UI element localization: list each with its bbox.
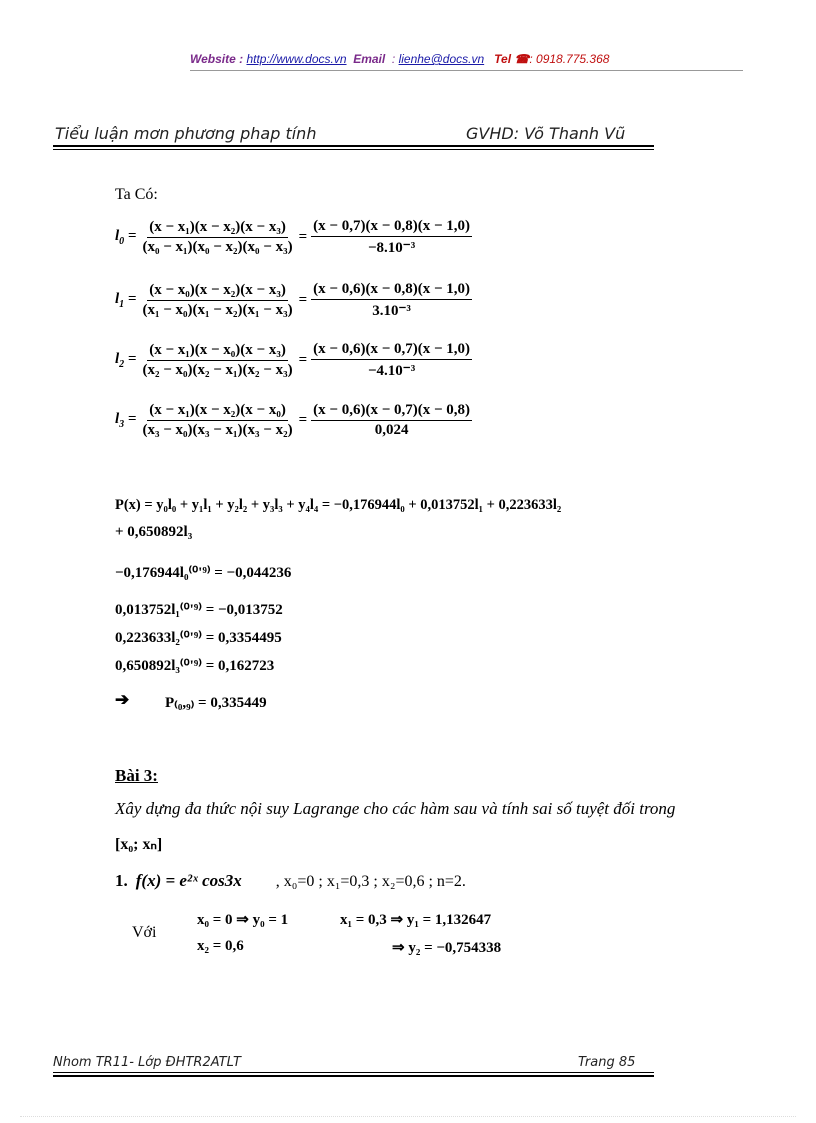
term-value-2: 0,223633l₂⁽⁰'⁹⁾ = 0,3354495: [115, 630, 282, 646]
header-instructor: GVHD: Võ Thanh Vũ: [466, 124, 626, 143]
l1-numerator-values: (x − 0,6)(x − 0,8)(x − 1,0): [311, 281, 472, 300]
header-title: Tiểu luận mơn phương phap tính: [55, 124, 317, 143]
term-value-1: 0,013752l₁⁽⁰'⁹⁾ = −0,013752: [115, 602, 283, 618]
site-contact-bar: [190, 52, 609, 66]
polynomial-line-1: P(x) = y₀l₀ + y₁l₁ + y₂l₂ + y₃l₃ + y₄l₄ = −0,176944l₀ + 0,013752l₁ + 0,223633l₂: [115, 497, 562, 513]
exercise-heading: Bài 3:: [115, 766, 158, 785]
l3-numerator: (x − x₁)(x − x₂)(x − x₀): [147, 402, 288, 421]
header-rule-thick: [53, 145, 654, 147]
l3-index: 3: [119, 419, 125, 430]
node-2-y: ⇒ y₂ = −0,754338: [392, 940, 502, 956]
l2-denominator-value: −4.10⁻³: [367, 363, 416, 379]
l2-denominator: (x₂ − x₀)(x₂ − x₁)(x₂ − x₃): [142, 362, 293, 378]
item-1-conditions: , x₀=0 ; x₁=0,3 ; x₂=0,6 ; n=2.: [275, 873, 466, 890]
node-2-x: x₂ = 0,6: [197, 938, 244, 954]
l2-numerator-values: (x − 0,6)(x − 0,7)(x − 1,0): [311, 341, 472, 360]
formula-l1: $l_1$ = $\frac{\text{(x − x₀)(x − x₂)(x − x₃)}}{\text{(x₁ − x₀)(x₁ − x₂)(x₁ − x₃)}}$ = $\frac{(x - 0,6)(x - 0,8)(x - 1,0)}{\text{3.10⁻³}}$: [115, 281, 471, 319]
result-value: P₍₀,₉₎ = 0,335449: [165, 695, 267, 711]
l2-numerator: (x − x₁)(x − x₀)(x − x₃): [147, 342, 288, 361]
l1-denominator-value: 3.10⁻³: [372, 303, 411, 319]
node-1-value: x₁ = 0,3 ⇒ y₁ = 1,132647: [340, 912, 492, 928]
formula-l0: $l_0$ = $\frac{\text{(x − x₁)(x − x₂)(x − x₃)}}{\text{(x₀ − x₁)(x₀ − x₂)(x₀ − x₃)}}$ = $\frac{(x - 0,7)(x - 0,8)(x - 1,0)}{\text{−8.10⁻³}}$: [115, 218, 471, 256]
l3-denominator: (x₃ − x₀)(x₃ − x₁)(x₃ − x₂): [142, 422, 293, 438]
arrow-icon: ➔: [115, 690, 130, 709]
tel-value: : 0918.775.368: [529, 52, 610, 66]
tel-label: Tel: [494, 52, 512, 66]
ta-co-label: Ta Có:: [115, 186, 158, 203]
interval: [x₀; xₙ]: [115, 836, 163, 853]
l1-symbol: l: [115, 291, 120, 307]
l2-symbol: l: [115, 351, 120, 367]
exercise-task: Xây dựng đa thức nội suy Lagrange cho các hàm sau và tính sai số tuyệt đối trong: [115, 799, 676, 818]
website-link[interactable]: http://www.docs.vn: [246, 52, 347, 66]
l3-numerator-values: (x − 0,6)(x − 0,7)(x − 0,8): [311, 402, 472, 421]
polynomial-line-2: + 0,650892l₃: [115, 524, 193, 540]
email-separator: :: [391, 52, 396, 66]
formula-l2: $l_2$ = $\frac{\text{(x − x₁)(x − x₀)(x − x₃)}}{\text{(x₂ − x₀)(x₂ − x₁)(x₂ − x₃)}}$ = $\frac{(x - 0,6)(x - 0,7)(x - 1,0)}{\text{−4.10⁻³}}$: [115, 341, 471, 379]
footer-rule-thick: [53, 1075, 654, 1077]
l3-symbol: l: [115, 411, 120, 427]
l1-index: 1: [119, 299, 125, 310]
term-value-3: 0,650892l₃⁽⁰'⁹⁾ = 0,162723: [115, 658, 275, 674]
footer-group: Nhom TR11- Lớp ĐHTR2ATLT: [53, 1055, 241, 1070]
l0-denominator-value: −8.10⁻³: [367, 240, 416, 256]
l0-symbol: l: [115, 228, 120, 244]
l1-denominator: (x₁ − x₀)(x₁ − x₂)(x₁ − x₃): [142, 302, 293, 318]
email-link[interactable]: lienhe@docs.vn: [398, 52, 485, 66]
phone-icon: ☎: [514, 52, 530, 66]
email-label: Email: [353, 52, 386, 66]
l2-index: 2: [119, 359, 125, 370]
top-divider: [190, 70, 743, 71]
website-label: Website :: [190, 52, 244, 66]
l0-numerator: (x − x₁)(x − x₂)(x − x₃): [147, 219, 288, 238]
formula-l3: $l_3$ = $\frac{\text{(x − x₁)(x − x₂)(x − x₀)}}{\text{(x₃ − x₀)(x₃ − x₁)(x₃ − x₂)}}$ = $\frac{(x - 0,6)(x - 0,7)(x - 0,8)}{0,024}$: [115, 402, 471, 438]
item-1: [115, 871, 466, 891]
l1-numerator: (x − x₀)(x − x₂)(x − x₃): [147, 282, 288, 301]
footer-page-number: Trang 85: [578, 1055, 636, 1070]
term-value-0: −0,176944l₀⁽⁰'⁹⁾ = −0,044236: [115, 565, 292, 581]
footer-rule-thin: [53, 1072, 654, 1073]
l0-numerator-values: (x − 0,7)(x − 0,8)(x − 1,0): [311, 218, 472, 237]
item-1-number: 1.: [115, 871, 128, 890]
voi-label: Với: [132, 924, 157, 941]
l3-denominator-value: 0,024: [374, 422, 409, 438]
l0-denominator: (x₀ − x₁)(x₀ − x₂)(x₀ − x₃): [142, 239, 293, 255]
item-1-function: f(x) = e²ˣ cos3x: [135, 871, 242, 890]
header-rule-thin: [53, 149, 654, 150]
node-0-value: x₀ = 0 ⇒ y₀ = 1: [197, 912, 289, 928]
page-bottom-border: [20, 1116, 796, 1117]
l0-index: 0: [119, 236, 125, 247]
